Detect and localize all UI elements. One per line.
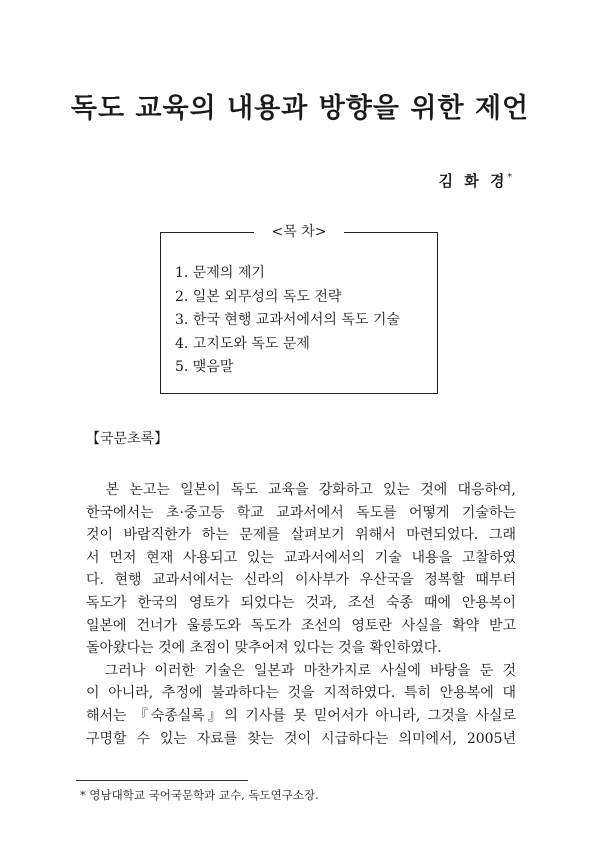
abstract-body <box>86 479 516 750</box>
toc-item: 5. 맺음말 <box>175 359 234 375</box>
paper-title: 독도 교육의 내용과 방향을 위한 제언 <box>70 93 530 124</box>
author-footnote-mark: * <box>507 173 512 183</box>
author-name-text: 김 화 경 <box>438 172 508 190</box>
text-line: 서 먼저 현재 사용되고 있는 교과서에서의 기술 내용을 고찰하였 <box>86 549 516 566</box>
text-line: 본 논고는 일본이 독도 교육을 강화하고 있는 것에 대응하여, <box>86 482 516 498</box>
toc-item: 3. 한국 현행 교과서에서의 독도 기술 <box>175 312 400 328</box>
text-line: 이 아니라, 추정에 불과하다는 것을 지적하였다. 특히 안용복에 대 <box>86 685 516 702</box>
text-line: 것이 바람직한가 하는 문제를 살펴보기 위해서 마련되었다. 그래 <box>86 527 516 544</box>
author-name <box>439 170 512 191</box>
footnote-divider <box>76 780 248 781</box>
toc-list <box>175 262 400 380</box>
text-line: 돌아왔다는 것에 초점이 맞추어져 있다는 것을 확인하였다. <box>86 640 442 657</box>
abstract-paragraph <box>86 660 516 750</box>
table-of-contents <box>160 224 438 394</box>
text-line: 한국에서는 초·중고등 학교 교과서에서 독도를 어떻게 기술하는 <box>86 504 516 521</box>
text-line: 일본에 건너가 울릉도와 독도가 조선의 영토란 사실을 확약 받고 <box>86 617 516 634</box>
author-footnote: * 영남대학교 국어국문학과 교수, 독도연구소장. <box>80 788 319 802</box>
toc-item: 4. 고지도와 독도 문제 <box>175 335 310 352</box>
text-line: 독도가 한국의 영토가 되었다는 것과, 조선 숙종 때에 안용복이 <box>86 594 516 611</box>
text-line: 해서는 『숙종실록』의 기사를 못 믿어서가 아니라, 그것을 사실로 <box>86 707 516 724</box>
toc-heading: <목 차> <box>271 224 327 240</box>
text-line: 그러나 이러한 기술은 일본과 마찬가지로 사실에 바탕을 둔 것 <box>86 662 516 679</box>
abstract-paragraph <box>86 479 516 660</box>
text-line: 구명할 수 있는 자료를 찾는 것이 시급하다는 의미에서, 2005년 <box>86 730 516 747</box>
text-line: 다. 현행 교과서에서는 신라의 이사부가 우산국을 정복할 때부터 <box>86 572 516 589</box>
toc-item: 2. 일본 외무성의 독도 전략 <box>175 288 342 305</box>
abstract-label: 【국문초록】 <box>86 431 169 447</box>
toc-item: 1. 문제의 제기 <box>175 265 265 281</box>
